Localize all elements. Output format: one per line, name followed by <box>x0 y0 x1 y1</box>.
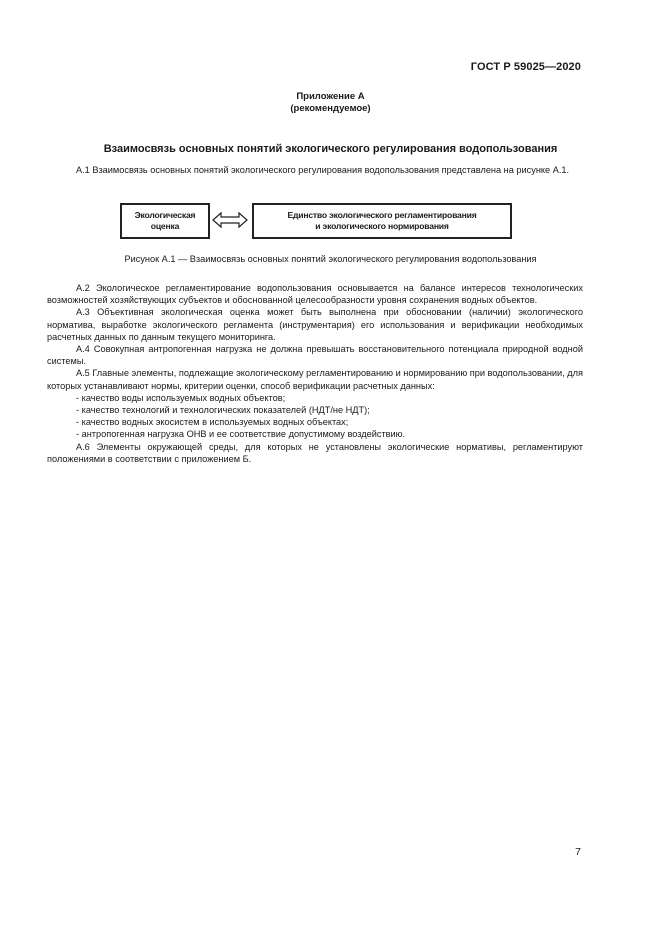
paragraph-a2: А.2 Экологическое регламентирование водопользования основывается на балансе интересов технологических возможностей хозяйствующих субъектов и обоснованной целесообразности уровня сохранения водных объектов. <box>47 283 583 306</box>
appendix-title: Приложение А <box>296 91 365 102</box>
list-item: - антропогенная нагрузка ОНВ и ее соответствие допустимому воздействию. <box>76 429 406 440</box>
paragraph-a1-block <box>47 164 583 176</box>
left-box-line2: оценка <box>150 221 180 231</box>
standard-code: ГОСТ Р 59025—2020 <box>470 61 581 73</box>
list-item: - качество технологий и технологических показателей (НДТ/не НДТ); <box>76 405 370 416</box>
list-item: - качество воды используемых водных объектов; <box>76 392 286 403</box>
list-item: - качество водных экосистем в используемых водных объектах; <box>76 417 349 428</box>
figure-a1 <box>120 203 512 239</box>
ecological-assessment-box <box>120 203 210 239</box>
paragraph-a5: А.5 Главные элементы, подлежащие экологическому регламентированию и нормированию при водопользовании, для которых устанавливают нормы, критерии оценки, способ верификации расчетных данных: <box>47 368 583 391</box>
regulation-unity-box <box>252 203 512 239</box>
paragraphs-block <box>47 282 583 465</box>
double-arrow-icon <box>212 211 248 229</box>
right-box-line2: и экологического нормирования <box>315 221 449 231</box>
paragraph-a4: А.4 Совокупная антропогенная нагрузка не должна превышать восстановительного потенциала природной водной системы. <box>47 344 583 367</box>
right-box-line1: Единство экологического регламентирования <box>287 210 477 220</box>
appendix-heading <box>0 91 661 115</box>
paragraph-a1: А.1 Взаимосвязь основных понятий экологического регулирования водопользования представлена на рисунке А.1. <box>76 165 570 175</box>
appendix-subtitle: (рекомендуемое) <box>290 103 371 114</box>
paragraph-a6: А.6 Элементы окружающей среды, для которых не установлены экологические нормативы, регламентируют положениями в соответствии с приложением Б. <box>47 441 583 464</box>
section-title: Взаимосвязь основных понятий экологического регулирования водопользования <box>103 143 558 155</box>
page-number: 7 <box>575 846 581 858</box>
left-box-line1: Экологическая <box>134 210 196 220</box>
figure-caption: Рисунок А.1 — Взаимосвязь основных понятий экологического регулирования водопользования <box>124 254 537 264</box>
paragraph-a3: А.3 Объективная экологическая оценка может быть выполнена при обосновании (наличии) экологического норматива, выработке экологического регламента (инструментария) его использования и верификации необходимых расчетных данных по данным текущего мониторинга. <box>47 307 583 342</box>
